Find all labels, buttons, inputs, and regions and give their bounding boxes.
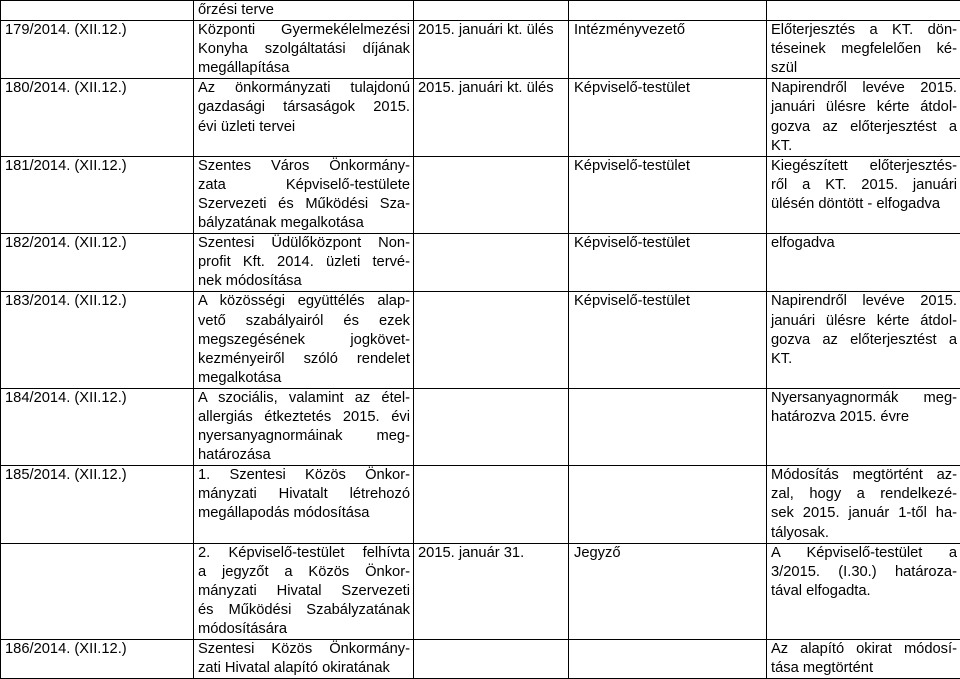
status-cell (767, 388, 960, 465)
deadline: 2015. január 31. (418, 544, 565, 563)
resolution-number-cell (1, 21, 194, 79)
subject-line: megállapodás módosítása (198, 504, 410, 523)
status-line: zal, hogy a rendelkezé- (771, 485, 957, 504)
resolution-number-cell (1, 466, 194, 543)
subject-line: a jegyzőt a Közös Önkor- (198, 563, 410, 582)
resolutions-table-body (1, 1, 960, 679)
status-line: téseinek megfelelően ké- (771, 40, 957, 59)
deadline-cell (414, 1, 569, 21)
status-line: gozva az előterjesztést a (771, 331, 957, 350)
responsible-cell (569, 79, 767, 156)
status-line: szül (771, 59, 957, 78)
subject-line: profit Kft. 2014. üzleti tervé- (198, 253, 410, 272)
table-row (1, 292, 960, 388)
deadline-cell (414, 234, 569, 292)
status-line: januári ülésre kérte átdol- (771, 98, 957, 117)
status-line: gozva az előterjesztést a (771, 118, 957, 137)
subject-cell (194, 466, 414, 543)
subject-line: Az önkormányzati tulajdonú (198, 79, 410, 98)
subject-line: Szentes Város Önkormány- (198, 157, 410, 176)
resolution-number-cell (1, 388, 194, 465)
deadline-cell (414, 640, 569, 679)
deadline-cell (414, 388, 569, 465)
status-cell (767, 640, 960, 679)
subject-line: megállapítása (198, 59, 410, 78)
subject-line: évi üzleti tervei (198, 118, 410, 137)
subject-line: bályzatának megalkotása (198, 214, 410, 233)
subject-cell (194, 543, 414, 639)
responsible-cell (569, 1, 767, 21)
status-line: 3/2015. (I.30.) határoza- (771, 563, 957, 582)
subject-line: mányzati Hivatalt létrehozó (198, 485, 410, 504)
status-line: Kiegészített előterjesztés- (771, 157, 957, 176)
resolution-number: 183/2014. (XII.12.) (5, 292, 190, 311)
responsible: Képviselő-testület (574, 234, 763, 253)
deadline-cell (414, 79, 569, 156)
deadline-cell (414, 543, 569, 639)
responsible: Jegyző (574, 544, 763, 563)
table-row (1, 466, 960, 543)
table-row (1, 640, 960, 679)
subject-line: Konyha szolgáltatási díjának (198, 40, 410, 59)
subject-line: zata Képviselő-testülete (198, 176, 410, 195)
resolution-number: 182/2014. (XII.12.) (5, 234, 190, 253)
status-cell (767, 466, 960, 543)
subject-cell (194, 388, 414, 465)
responsible: Képviselő-testület (574, 292, 763, 311)
table-row (1, 156, 960, 233)
responsible: Képviselő-testület (574, 157, 763, 176)
status-line: ről a KT. 2015. januári (771, 176, 957, 195)
status-line: KT. (771, 137, 957, 156)
responsible-cell (569, 466, 767, 543)
table-row (1, 234, 960, 292)
subject-line: nek módosítása (198, 272, 410, 291)
subject-line: és Működési Szabályzatának (198, 601, 410, 620)
status-line: A Képviselő-testület a (771, 544, 957, 563)
table-row (1, 388, 960, 465)
subject-cell (194, 1, 414, 21)
resolution-number-cell (1, 292, 194, 388)
resolution-number: 185/2014. (XII.12.) (5, 466, 190, 485)
subject-cell (194, 156, 414, 233)
subject-line: allergiás étkeztetés 2015. évi (198, 408, 410, 427)
subject-line: Szentesi Üdülőközpont Non- (198, 234, 410, 253)
status-line: sek 2015. január 1-től ha- (771, 504, 957, 523)
resolution-number-cell (1, 543, 194, 639)
status-line: Az alapító okirat módosí- (771, 640, 957, 659)
subject-cell (194, 79, 414, 156)
subject-line: A szociális, valamint az étel- (198, 389, 410, 408)
status-line: ülésén döntött - elfogadva (771, 195, 957, 214)
deadline-cell (414, 292, 569, 388)
subject-line: Szervezeti és Működési Sza- (198, 195, 410, 214)
status-cell (767, 79, 960, 156)
resolution-number: 186/2014. (XII.12.) (5, 640, 190, 659)
status-line: Nyersanyagnormák meg- (771, 389, 957, 408)
subject-line: Szentesi Közös Önkormány- (198, 640, 410, 659)
table-row (1, 1, 960, 21)
subject-line: megszegésének jogkövet- (198, 331, 410, 350)
table-row (1, 543, 960, 639)
subject-cell (194, 640, 414, 679)
responsible-cell (569, 543, 767, 639)
resolution-number-cell (1, 79, 194, 156)
status-line: januári ülésre kérte átdol- (771, 312, 957, 331)
status-cell (767, 21, 960, 79)
status-line: Napirendről levéve 2015. (771, 292, 957, 311)
resolution-number-cell (1, 640, 194, 679)
resolution-number-cell (1, 156, 194, 233)
responsible-cell (569, 292, 767, 388)
table-row (1, 21, 960, 79)
status-line: elfogadva (771, 234, 957, 253)
status-line: Előterjesztés a KT. dön- (771, 21, 957, 40)
subject-line: A közösségi együttélés alap- (198, 292, 410, 311)
responsible-cell (569, 234, 767, 292)
status-line: tása megtörtént (771, 659, 957, 678)
status-cell (767, 543, 960, 639)
responsible-cell (569, 156, 767, 233)
status-line: KT. (771, 350, 957, 369)
responsible-cell (569, 640, 767, 679)
status-line: Módosítás megtörtént az- (771, 466, 957, 485)
subject-line: Központi Gyermekélelmezési (198, 21, 410, 40)
responsible: Intézményvezető (574, 21, 763, 40)
status-line: tával elfogadta. (771, 582, 957, 601)
status-cell (767, 156, 960, 233)
status-line: határozva 2015. évre (771, 408, 957, 427)
subject-line: kezményeiről szóló rendelet (198, 350, 410, 369)
subject-cell (194, 21, 414, 79)
resolution-number: 184/2014. (XII.12.) (5, 389, 190, 408)
subject-cell (194, 234, 414, 292)
deadline-cell (414, 156, 569, 233)
subject-cell (194, 292, 414, 388)
deadline-cell (414, 21, 569, 79)
deadline: 2015. januári kt. ülés (418, 21, 565, 40)
resolution-number: 181/2014. (XII.12.) (5, 157, 190, 176)
resolution-number-cell (1, 1, 194, 21)
subject-line: módosítására (198, 620, 410, 639)
responsible: Képviselő-testület (574, 79, 763, 98)
resolution-number-cell (1, 234, 194, 292)
subject-line: 1. Szentesi Közös Önkor- (198, 466, 410, 485)
status-cell (767, 234, 960, 292)
deadline-cell (414, 466, 569, 543)
subject-line: határozása (198, 446, 410, 465)
subject-line: vető szabályairól és ezek (198, 312, 410, 331)
resolution-number: 180/2014. (XII.12.) (5, 79, 190, 98)
status-line: tályosak. (771, 524, 957, 543)
deadline: 2015. januári kt. ülés (418, 79, 565, 98)
responsible-cell (569, 388, 767, 465)
subject-line: őrzési terve (198, 1, 410, 20)
subject-line: megalkotása (198, 369, 410, 388)
subject-line: zati Hivatal alapító okiratának (198, 659, 410, 678)
table-row (1, 79, 960, 156)
subject-line: gazdasági társaságok 2015. (198, 98, 410, 117)
responsible-cell (569, 21, 767, 79)
status-cell (767, 1, 960, 21)
subject-line: nyersanyagnormáinak meg- (198, 427, 410, 446)
subject-line: mányzati Hivatal Szervezeti (198, 582, 410, 601)
resolution-number: 179/2014. (XII.12.) (5, 21, 190, 40)
status-cell (767, 292, 960, 388)
subject-line: 2. Képviselő-testület felhívta (198, 544, 410, 563)
status-line: Napirendről levéve 2015. (771, 79, 957, 98)
